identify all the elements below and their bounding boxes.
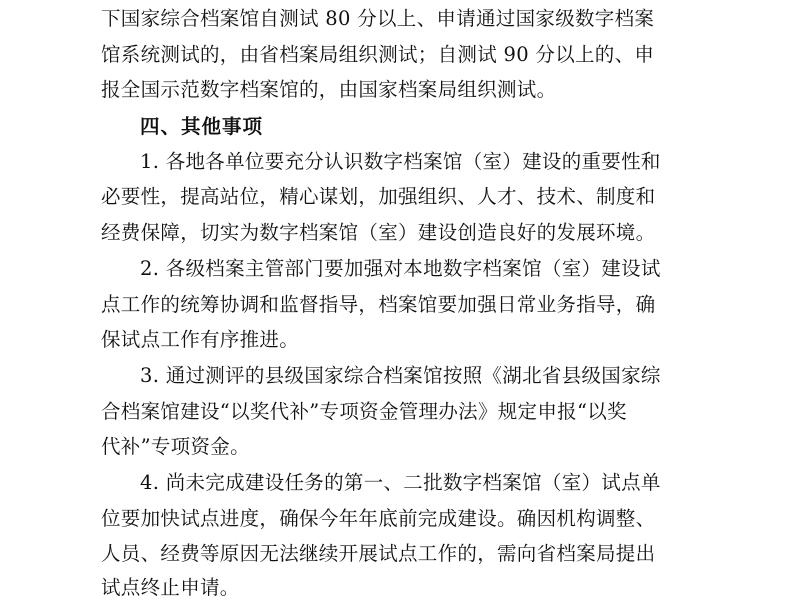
paragraph-line: 位要加快试点进度，确保今年年底前完成建设。确因机构调整、 bbox=[101, 507, 656, 530]
paragraph-line: 馆系统测试的，由省档案局组织测试；自测试 90 分以上的、申 bbox=[101, 43, 655, 66]
section-heading: 四、其他事项 bbox=[140, 115, 264, 138]
paragraph-line: 代补”专项资金。 bbox=[101, 435, 250, 458]
paragraph-line: 1. 各地各单位要充分认识数字档案馆（室）建设的重要性和 bbox=[140, 150, 661, 173]
paragraph-line: 4. 尚未完成建设任务的第一、二批数字档案馆（室）试点单 bbox=[140, 471, 661, 494]
paragraph-line: 经费保障，切实为数字档案馆（室）建设创造良好的发展环境。 bbox=[101, 221, 656, 244]
paragraph-line: 保试点工作有序推进。 bbox=[101, 328, 300, 351]
paragraph-line: 合档案馆建设“以奖代补”专项资金管理办法》规定申报“以奖 bbox=[101, 400, 627, 423]
paragraph-line: 人员、经费等原因无法继续开展试点工作的，需向省档案局提出 bbox=[101, 542, 656, 565]
paragraph-line: 下国家综合档案馆自测试 80 分以上、申请通过国家级数字档案 bbox=[101, 7, 655, 30]
paragraph-line: 试点终止申请。 bbox=[101, 576, 240, 599]
paragraph-line: 3. 通过测评的县级国家综合档案馆按照《湖北省县级国家综 bbox=[140, 364, 661, 387]
paragraph-line: 报全国示范数字档案馆的，由国家档案局组织测试。 bbox=[101, 78, 557, 101]
paragraph-line: 2. 各级档案主管部门要加强对本地数字档案馆（室）建设试 bbox=[140, 257, 661, 280]
paragraph-line: 必要性，提高站位，精心谋划，加强组织、人才、技术、制度和 bbox=[101, 185, 656, 208]
paragraph-line: 点工作的统筹协调和监督指导，档案馆要加强日常业务指导，确 bbox=[101, 293, 656, 316]
